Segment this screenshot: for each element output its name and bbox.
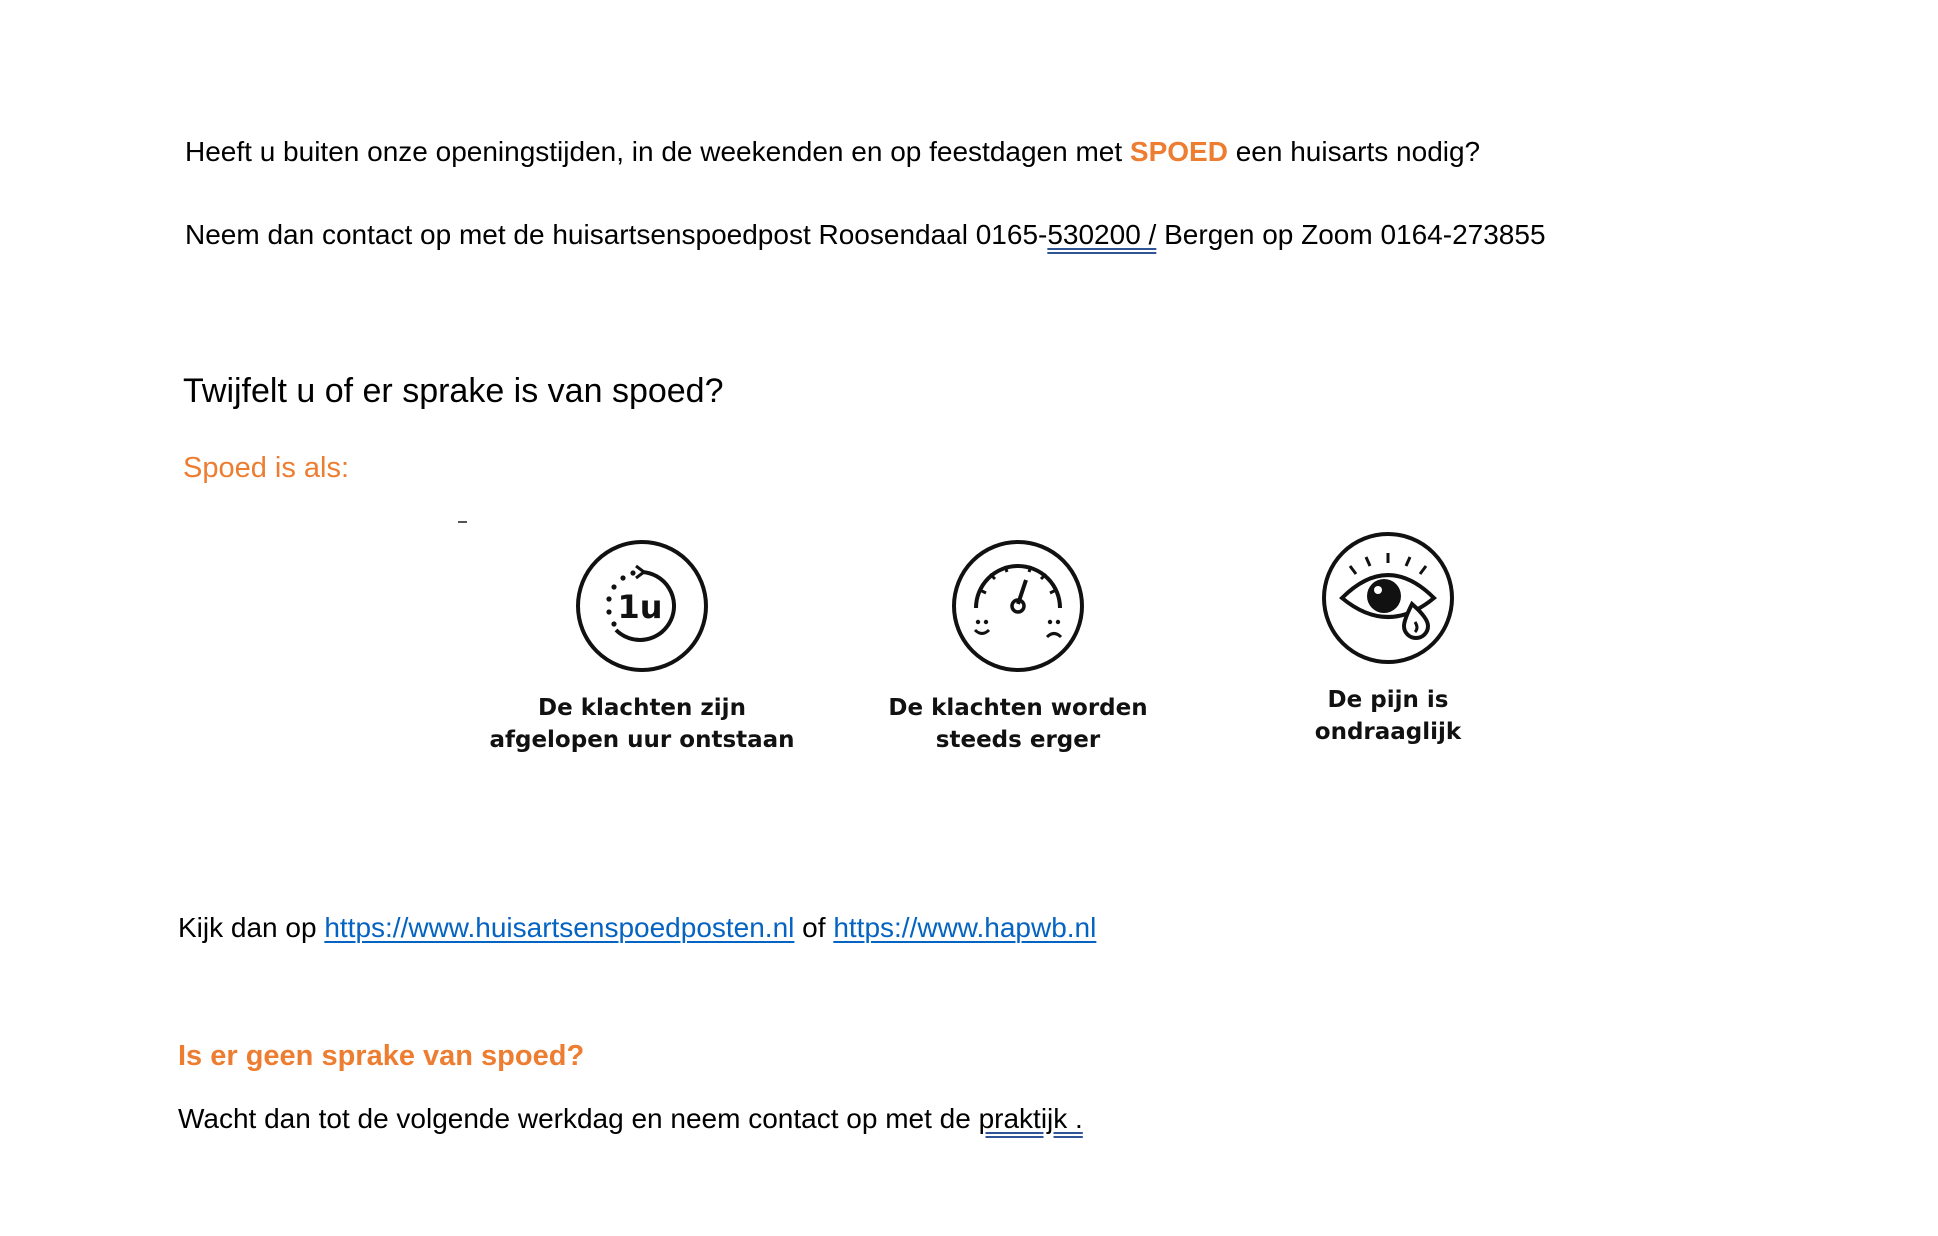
intro-line-1-text: Heeft u buiten onze openingstijden, in de weekenden en op feestdagen met: [185, 136, 1130, 167]
gauge-icon: [950, 538, 1086, 674]
intro-line-1-end: een huisarts nodig?: [1227, 136, 1481, 167]
criterion-recent-onset: [482, 538, 802, 756]
crying-eye-icon: [1320, 530, 1456, 666]
intro-line-1: [185, 134, 1480, 170]
phone-number-link[interactable]: 530200 /: [1047, 219, 1157, 250]
no-emergency-heading: Is er geen sprake van spoed?: [178, 1040, 585, 1072]
criterion-caption-line-2: steeds erger: [935, 727, 1101, 753]
spoed-criteria-heading: Spoed is als:: [183, 452, 350, 484]
scan-speck: [458, 521, 467, 523]
no-emergency-sentence: Wacht dan tot de volgende werkdag en neem contact op met de: [178, 1103, 979, 1134]
criterion-caption-line-1: De pijn is: [1327, 687, 1449, 713]
intro-line-2-end: Bergen op Zoom 0164-273855: [1156, 219, 1546, 250]
criterion-caption-line-1: De klachten zijn: [538, 695, 746, 721]
doubt-heading: Twijfelt u of er sprake is van spoed?: [183, 372, 724, 410]
criterion-caption: [1228, 684, 1548, 748]
check-websites-or: of: [794, 912, 834, 943]
practice-link[interactable]: praktijk .: [978, 1103, 1083, 1134]
criterion-caption: [482, 692, 802, 756]
intro-line-2-text: Neem dan contact op met de huisartsenspoedpost Roosendaal 0165-: [185, 219, 1048, 250]
no-emergency-text: [178, 1101, 1083, 1137]
clock-1u-icon: [574, 538, 710, 674]
clock-label: 1u: [617, 588, 663, 626]
intro-line-2: [185, 217, 1546, 253]
criterion-unbearable-pain: [1228, 530, 1548, 748]
criterion-caption-line-2: ondraaglijk: [1314, 719, 1462, 745]
spoed-highlight: SPOED: [1129, 136, 1228, 167]
criterion-caption-line-1: De klachten worden: [888, 695, 1148, 721]
criterion-caption: [858, 692, 1178, 756]
check-websites-text: Kijk dan op: [178, 912, 325, 943]
huisartsenspoedposten-link[interactable]: https://www.huisartsenspoedposten.nl: [324, 912, 795, 943]
check-websites-line: [178, 910, 1096, 946]
hapwb-link[interactable]: https://www.hapwb.nl: [833, 912, 1097, 943]
criterion-caption-line-2: afgelopen uur ontstaan: [489, 727, 795, 753]
criterion-worsening: [858, 538, 1178, 756]
